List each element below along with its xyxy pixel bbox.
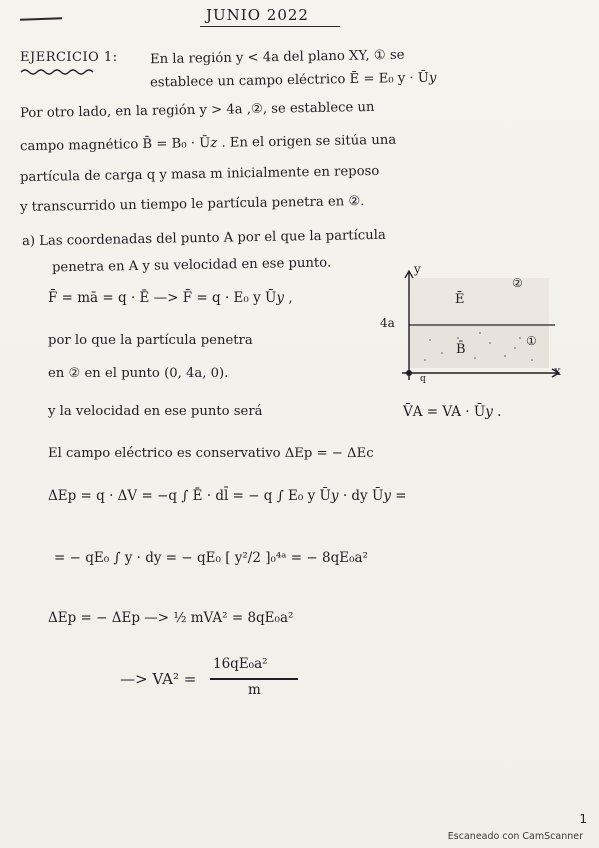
title-underline — [200, 26, 340, 27]
page-number: 1 — [579, 812, 587, 826]
diagram-level-label: 4a — [380, 316, 395, 330]
diagram-charge-q: q — [420, 374, 426, 384]
solution-penetra: por lo que la partícula penetra — [48, 333, 253, 348]
exercise-line-6: y transcurrido un tiempo le partícula penetra en ②. — [19, 193, 365, 216]
solution-punto: en ② en el punto (0, 4a, 0). — [48, 366, 229, 381]
region-diagram — [380, 262, 565, 384]
scanner-watermark: Escaneado con CamScanner — [447, 831, 583, 842]
exercise-label-underline — [20, 68, 98, 76]
diagram-region-2: ② — [512, 276, 523, 290]
energy-equation: ΔEp = − ΔEp —> ½ mVA² = 8qE₀a² — [48, 610, 294, 626]
exercise-label: EJERCICIO 1: — [20, 50, 118, 65]
velocity-equation: V̄A = VA · Ū𝑦 . — [403, 404, 502, 420]
part-a-line-2: penetra en A y su velocidad en ese punto. — [51, 255, 332, 276]
conservative-statement: El campo eléctrico es conservativo ΔEp = − ΔEc — [48, 446, 374, 461]
diagram-y-label: y — [414, 262, 421, 276]
fraction-bar — [210, 678, 298, 680]
force-equation: F̄ = mā = q · Ē —> F̄ = q · E₀ y Ū𝑦 , — [48, 290, 293, 306]
diagram-x-label: x — [554, 364, 561, 378]
delta-ep-equation: ΔEp = q · ΔV = −q ∫ Ē · dl̄ = − q ∫ E₀ y Ū𝑦 · dy Ū𝑦 = — [48, 488, 407, 504]
exercise-line-1: En la región y < 4a del plano XY, ① se — [149, 47, 405, 68]
diagram-field-b: B̄ — [456, 342, 466, 357]
diagram-region-1: ① — [526, 334, 537, 348]
final-numerator: 16qE₀a² — [213, 656, 268, 672]
diagram-svg — [380, 268, 565, 383]
integral-equation: = − qE₀ ∫ y · dy = − qE₀ [ y²/2 ]₀⁴ᵃ = − 8qE₀a² — [54, 550, 368, 566]
part-a-line-1: a) Las coordenadas del punto A por el que la partícula — [21, 227, 386, 250]
page-title: JUNIO 2022 — [206, 6, 309, 24]
top-dash-mark — [20, 17, 62, 20]
solution-velocidad: y la velocidad en ese punto será — [48, 404, 263, 419]
diagram-field-e: Ē — [455, 292, 465, 307]
exercise-line-5: partícula de carga q y masa m inicialmente en reposo — [19, 163, 380, 186]
exercise-line-4: campo magnético B̄ = B₀ · Ū𝑧 . En el origen se sitúa una — [19, 132, 397, 155]
final-lhs: —> VA² = — [120, 670, 197, 688]
exercise-line-3: Por otro lado, en la región y > 4a ,②, se establece un — [19, 99, 375, 122]
exercise-line-2: establece un campo eléctrico Ē = E₀ y · Ū𝑦 — [149, 70, 437, 91]
final-denominator: m — [248, 682, 261, 698]
